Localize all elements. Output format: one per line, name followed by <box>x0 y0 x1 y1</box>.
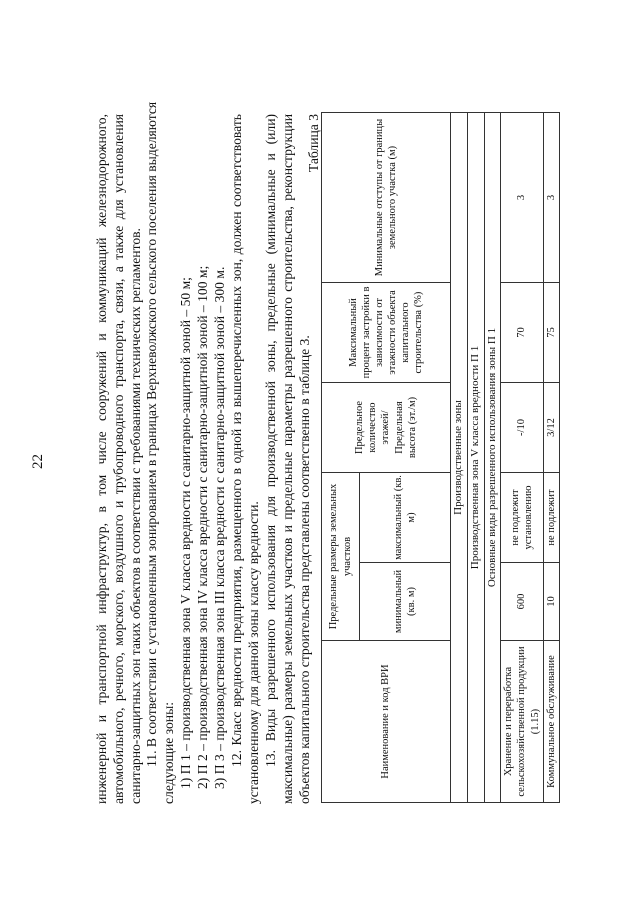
body-line: объектов капитального строительства представлены соответственно в таблице 3. <box>297 335 312 804</box>
cell-max: не подлежит установлению <box>501 473 543 563</box>
body-line: инженерной и транспортной инфраструктур, в том числе сооружений и коммуникаций железнодорожного, <box>94 114 109 804</box>
cell-setback: 3 <box>543 113 559 283</box>
body-line: 13. Виды разрешенного использования для производственной зоны, предельные (минимальные и (или) <box>263 114 278 767</box>
body-line: 11. В соответствии с установленным зонированием в границах Верхневолжского сельского поселения выделяются <box>144 101 159 767</box>
body-line: максимальные) размеры земельных участков и предельные параметры разрешенного строительства, реконструкции <box>280 114 295 804</box>
list-item: 3) П 3 – производственная зона III класса вредности с санитарно-защитной зоной – 300 м. <box>212 266 227 789</box>
header-floors: Предельное количество этажей/ Предельная высота (эт./м) <box>322 383 451 473</box>
zoning-table <box>321 112 560 803</box>
section-row: Производственные зоны <box>451 113 468 803</box>
cell-floors: 3/12 <box>543 383 559 473</box>
table-row <box>543 113 559 803</box>
cell-percent: 75 <box>543 283 559 383</box>
list-item: 1) П 1 – производственная зона V класса вредности с санитарно-защитной зоной – 50 м; <box>178 277 193 789</box>
body-line: установленному для данной зоны классу вредности. <box>246 501 261 804</box>
list-item: 2) П 2 – производственная зона IV класса вредности с санитарно-защитной зоной – 100 м; <box>195 265 210 789</box>
header-size-group: Предельные размеры земельных участков <box>322 473 360 641</box>
cell-max: не подлежит <box>543 473 559 563</box>
table-row <box>501 113 543 803</box>
header-setback: Минимальные отступы от границы земельного участка (м) <box>322 113 451 283</box>
header-max: максимальный (кв. м) <box>360 473 451 563</box>
cell-setback: 3 <box>501 113 543 283</box>
header-min: минимальный (кв. м) <box>360 563 451 641</box>
cell-percent: 70 <box>501 283 543 383</box>
body-line: следующие зоны: <box>161 702 176 804</box>
body-line: 12. Класс вредности предприятия, размещенного в одной из вышеперечисленных зон, должен соответствовать <box>229 114 244 767</box>
body-line: санитарно-защитных зон таких объектов в соответствии с требованиями технических регламентов. <box>128 228 143 804</box>
cell-name: Коммунальное обслуживание <box>543 641 559 803</box>
table-caption: Таблица 3 <box>306 114 321 173</box>
section-row: Производственная зона V класса вредности П 1 <box>467 113 484 803</box>
cell-name: Хранение и переработка сельскохозяйственной продукции (1.15) <box>501 641 543 803</box>
body-line: автомобильного, речного, морского, воздушного и трубопроводного транспорта, связи, а также для установления <box>111 114 126 804</box>
section-row: Основные виды разрешенного использования зоны П 1 <box>484 113 501 803</box>
cell-min: 10 <box>543 563 559 641</box>
page-number: 22 <box>30 454 46 469</box>
header-percent: Максимальный процент застройки в зависимости от этажности объекта капитального строительства (%) <box>322 283 451 383</box>
header-name: Наименование и код ВРИ <box>322 641 451 803</box>
cell-floors: -/10 <box>501 383 543 473</box>
cell-min: 600 <box>501 563 543 641</box>
